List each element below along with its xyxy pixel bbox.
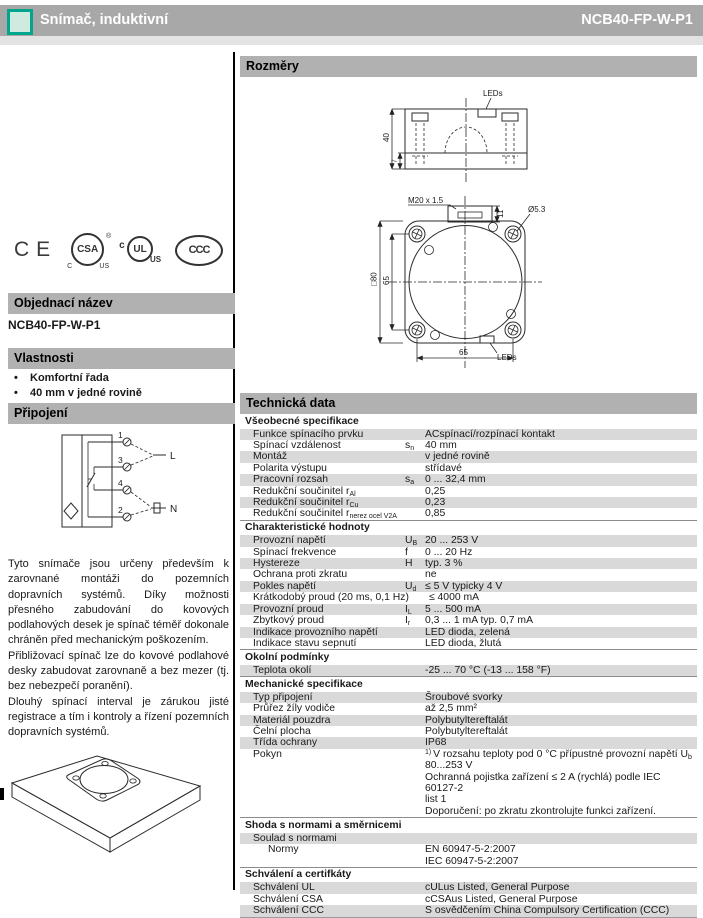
row-symbol: $U_B$ [405,535,418,548]
csa-mark-icon: CSA C US ® [67,233,112,270]
table-row [240,474,697,485]
row-symbol [405,692,425,703]
row-value: 0,23 [425,496,446,508]
product-code-header: NCB40-FP-W-P1 [581,12,693,28]
table-section-title: Mechanické specifikace [240,676,697,692]
section-features-title: Vlastnosti [8,348,235,369]
print-mark [0,788,4,800]
row-symbol [405,638,425,649]
row-value: Polybutyltereftalát [425,725,508,737]
table-row [240,882,697,893]
table-row [240,508,697,519]
table-row [240,715,697,726]
row-label: Typ připojení [253,691,313,703]
row-label: Montáž [253,451,288,463]
row-label: Redukční součinitel $r_{Al}$ [253,485,356,498]
row-label: Schválení UL [253,882,315,894]
row-value: -25 ... 70 °C (-13 ... 158 °F) [425,664,551,676]
row-symbol [405,703,425,714]
row-value: ACspínací/rozpínací kontakt [425,428,555,440]
row-symbol [405,726,425,737]
row-value: IP68 [425,737,447,749]
dim-40-label: 40 [382,133,391,142]
right-column [240,52,697,918]
row-symbol [405,833,425,844]
table-section-title: Shoda s normami a směrnicemi [240,817,697,833]
row-value: EN 60947-5-2:2007 IEC 60947-5-2:2007 [425,844,519,867]
row-symbol [405,463,425,474]
row-value: typ. 3 % [425,558,463,570]
row-value: ≤ 5 V typicky 4 V [425,580,503,592]
row-label: Třída ochrany [253,737,318,749]
row-value: Šroubové svorky [425,691,503,703]
row-label: Provozní napětí [253,535,326,547]
row-value: až 2,5 mm² [425,703,477,715]
dimension-drawing [240,86,697,389]
leds-top-label: LEDs [483,89,503,98]
row-value: cCSAus Listed, General Purpose [425,893,578,905]
table-section-title: Všeobecné specifikace [245,415,359,427]
section-techdata-title: Technická data [240,393,697,414]
dim-65v-label: 65 [382,276,391,285]
table-row [240,894,697,905]
table-row [240,558,697,569]
terminal-2-label: 2 [118,505,123,515]
ce-mark-icon: CE [14,238,58,261]
product-description [8,557,229,741]
row-value: 5 ... 500 mA [425,603,482,615]
row-value [425,833,697,844]
description-paragraph: Přibližovací spínač lze do kovové podlahové desky zabudovat zarovnaně a bez mezer (tj. bez nebezpečí poranění). [8,649,229,693]
table-row [240,604,697,615]
feature-list [8,371,229,401]
terminal-circles [123,438,131,521]
row-label: Zbytkový proud [253,615,325,627]
row-value: Polybutyltereftalát [425,714,508,726]
row-label: Indikace provozního napětí [253,626,378,638]
row-label: Schválení CCC [253,905,325,917]
row-symbol: $s_a$ [405,474,415,487]
row-symbol [409,592,429,603]
table-row [240,638,697,649]
dim-7-label: 7 [391,159,399,163]
row-value: LED dioda, žlutá [425,637,502,649]
feature-item: • 40 mm v jedné rovině [8,386,229,401]
row-value: $^{1)}$ V rozsahu teploty pod 0 °C přípustné provozní napětí $U_b$ 80...253 V Ochranná pojistka zařízení ≤ 2 A (rychlá) podle IEC 60127-2 list 1 Doporučení: po zkratu zkontrolujte funkci zařízení. [425,748,692,817]
terminal-4-label: 4 [118,478,123,488]
row-label: Čelní plocha [253,725,311,737]
description-paragraph: Tyto snímače jsou určeny především k zarovnané montáži do pozemních dopravních systémů. Díky možnosti přesného zabudování do kovových podlahových desek je spínač téměř dokonale chráněn před mechanickým poškozením. [8,558,229,647]
row-symbol: $I_r$ [405,615,411,628]
terminal-1-label: 1 [118,430,123,440]
row-label: Soulad s normami [253,832,337,844]
table-row [240,486,697,497]
row-symbol [405,894,425,905]
row-symbol [405,665,425,676]
table-row [240,429,697,440]
row-symbol [405,715,425,726]
left-column [8,0,229,901]
terminal-3-label: 3 [118,455,123,465]
row-symbol: H [405,558,413,570]
table-row [240,535,697,546]
row-label: Schválení CSA [253,893,323,905]
row-value: ≤ 4000 mA [428,592,480,604]
table-row [240,581,697,592]
row-value: 0,85 [425,508,446,520]
dim-65h-label: 65 [459,348,468,357]
row-value: 20 ... 253 V [425,535,479,547]
row-label: Pokyn [253,748,282,760]
row-label: Průřez žíly vodiče [253,703,335,715]
row-value: cULus Listed, General Purpose [425,882,570,894]
row-label: Spínací frekvence [253,546,337,558]
row-symbol [405,627,425,638]
row-symbol: f [405,546,408,558]
row-value: 0 ... 20 Hz [425,546,473,558]
table-section-title: Charakteristické hodnoty [240,520,697,536]
row-value: ne [425,569,437,581]
row-label: Ochrana proti zkratu [253,569,348,581]
row-value: střídavé [425,462,462,474]
row-value: 0,25 [425,485,446,497]
table-row [240,844,697,867]
table-section-title: Okolní podmínky [240,649,697,665]
leds-bottom-label: LEDs [497,353,517,362]
table-row [240,703,697,714]
row-symbol: $s_n$ [405,439,415,452]
table-row [240,440,697,451]
table-row [240,692,697,703]
row-label: Hystereze [253,558,300,570]
row-value: 40 mm [425,439,457,451]
table-section-title: Schválení a certifkáty [240,867,697,883]
table-row [240,833,697,844]
neutral-N-label: N [170,504,178,515]
cul-mark-icon: c UL US [119,234,161,266]
table-row [240,451,697,462]
table-row [240,463,697,474]
table-row [240,665,697,676]
dim-11-label: 11 [496,209,505,218]
row-value: 0,3 ... 1 mA typ. 0,7 mA [425,615,533,627]
row-symbol [405,749,425,817]
row-value: S osvědčením China Compulsory Certification (CCC) [425,905,670,917]
line-L-label: L [170,451,176,462]
row-symbol [405,737,425,748]
row-symbol [405,569,425,580]
description-paragraph: Dlouhý spínací interval je zárukou jisté registrace a tím i kontroly a řízení pozemních dopravních systémů. [8,695,229,739]
wiring-diagram [8,427,229,557]
row-label: Pracovní rozsah [253,474,329,486]
product-code: NCB40-FP-W-P1 [8,318,101,332]
table-row [240,569,697,580]
row-symbol [405,486,425,497]
row-symbol: $U_d$ [405,580,417,593]
row-symbol [405,429,425,440]
section-order-title: Objednací název [8,293,235,314]
certification-logos [8,228,229,272]
page-title: Snímač, induktivní [40,12,169,28]
table-row [240,737,697,748]
table-row [240,627,697,638]
row-label: Polarita výstupu [253,462,327,474]
dim-80-label: □80 [369,272,379,286]
row-value: 0 ... 32,4 mm [425,474,486,486]
ccc-mark-icon: CCC [175,235,223,266]
row-symbol [405,844,425,867]
row-label: Pokles napětí [253,580,316,592]
row-label: Redukční součinitel $r_{Cu}$ [253,496,359,509]
row-symbol: $I_L$ [405,603,412,616]
row-symbol [405,508,425,519]
section-dimensions-title: Rozměry [240,56,697,77]
column-divider [233,52,235,890]
tech-table [240,414,697,918]
row-label: Provozní proud [253,603,324,615]
row-label: Krátkodobý proud (20 ms, 0,1 Hz) [253,592,409,604]
table-row [240,547,697,558]
row-symbol [405,497,425,508]
row-symbol [405,882,425,893]
row-label: Teplota okolí [253,664,312,676]
mounting-illustration [8,748,229,893]
dia-53-label: Ø5.3 [528,205,546,214]
row-value: v jedné rovině [425,451,490,463]
row-symbol [405,451,425,462]
row-value: LED dioda, zelená [425,626,510,638]
table-row [240,592,697,603]
table-row [240,905,697,916]
row-label: Spínací vzdálenost [253,439,341,451]
feature-item: • Komfortní řada [8,371,229,386]
table-row [240,749,697,817]
row-label: Normy [268,844,299,856]
table-row [240,615,697,626]
row-label: Funkce spínacího prvku [253,428,364,440]
row-label: Indikace stavu sepnutí [253,637,357,649]
row-label: Redukční součinitel $r_{nerez ocel V2A}$ [253,508,397,521]
row-symbol [405,905,425,916]
m20-label: M20 x 1.5 [408,196,444,205]
row-label: Materiál pouzdra [253,714,331,726]
section-connection-title: Připojení [8,403,235,424]
table-row [240,726,697,737]
table-row [240,497,697,508]
